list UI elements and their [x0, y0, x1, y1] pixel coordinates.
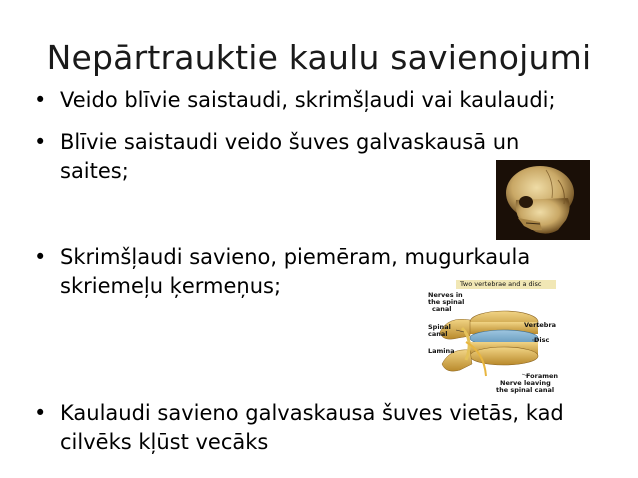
skull-image — [496, 160, 590, 240]
bullet-1 — [34, 86, 634, 116]
bullet-4-line-1: Kaulaudi savieno galvaskausa šuves vietās, kad — [60, 401, 564, 425]
bullet-4-line-2: cilvēks kļūst vecāks — [60, 430, 269, 454]
label-nerves-line-1: Nerves in — [428, 291, 463, 299]
bullet-4 — [34, 399, 634, 459]
bullet-dot: • — [34, 88, 47, 112]
bullet-2-line-1: Blīvie saistaudi veido šuves galvaskausā un — [60, 130, 520, 154]
bullet-1-line-1: Veido blīvie saistaudi, skrimšļaudi vai kaulaudi; — [60, 88, 556, 112]
spine-diagram — [428, 280, 560, 398]
bullet-dot: • — [34, 245, 47, 269]
label-spinal-canal-line-1: Spinal — [428, 323, 451, 331]
slide-title: Nepārtrauktie kaulu savienojumi — [46, 38, 592, 77]
spine-header: Two vertebrae and a disc — [460, 280, 542, 288]
bullet-3-line-1: Skrimšļaudi savieno, piemēram, mugurkaula — [60, 245, 531, 269]
skull-illustration — [496, 160, 590, 240]
label-lamina: Lamina — [428, 347, 455, 355]
bullet-3-line-2: skriemeļu ķermeņus; — [60, 274, 282, 298]
label-vertebra: Vertebra — [524, 321, 557, 329]
bullet-dot: • — [34, 401, 47, 425]
label-nerves-line-2: the spinal — [428, 298, 465, 306]
label-nerve-leaving-line-1: Nerve leaving — [500, 379, 551, 387]
label-disc: Disc — [534, 336, 550, 344]
bullet-dot: • — [34, 130, 47, 154]
bullet-2-line-2: saites; — [60, 159, 129, 183]
label-nerve-leaving-line-2: the spinal canal — [496, 386, 555, 394]
label-foramen: Foramen — [526, 372, 559, 380]
label-nerves-line-3: canal — [432, 305, 452, 313]
label-spinal-canal-line-2: canal — [428, 330, 448, 338]
